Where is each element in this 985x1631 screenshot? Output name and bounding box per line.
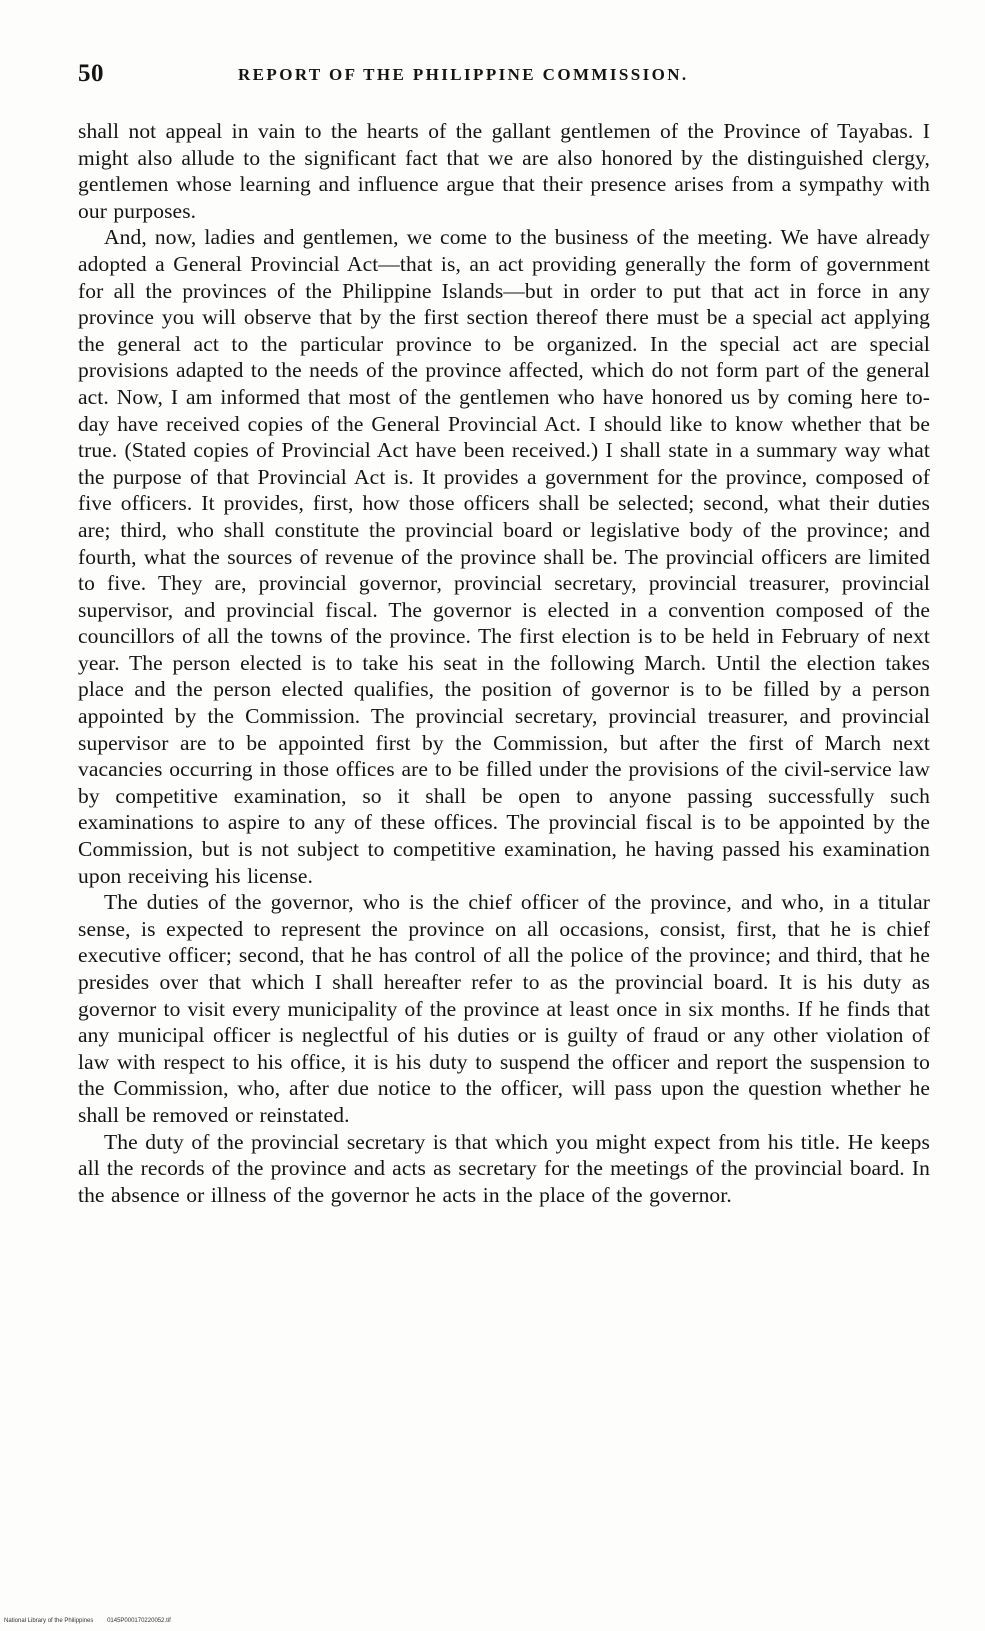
scan-footer xyxy=(4,1617,171,1625)
footer-library: National Library of the Philippines xyxy=(4,1618,94,1624)
paragraph-governor-duties: The duties of the governor, who is the chief officer of the province, and who, in a titular sense, is expected to represent the province on all occasions, consist, first, that he is chief executive officer; second, that he has control of all the police of the province; and third, that he presides over that which I shall hereafter refer to as the provincial board. It is his duty as governor to visit every municipality of the province at least once in six months. If he finds that any municipal officer is neglectful of his duties or is guilty of fraud or any other violation of law with respect to his office, it is his duty to suspend the officer and report the suspension to the Commission, who, after due notice to the officer, will pass upon the question whether he shall be removed or reinstated. xyxy=(78,890,930,1127)
body-text xyxy=(78,118,930,1208)
paragraph-continuation: shall not appeal in vain to the hearts of the gallant gentlemen of the Province of Tayabas. I might also allude to the significant fact that we are also honored by the distinguished clergy, gentlemen whose learning and influence argue that their presence arises from a sympathy with our purposes. xyxy=(78,119,930,223)
paragraph-secretary-duties: The duty of the provincial secretary is that which you might expect from his title. He keeps all the records of the province and acts as secretary for the meetings of the provincial board. In the absence or illness of the governor he acts in the place of the governor. xyxy=(78,1129,930,1207)
page-number: 50 xyxy=(78,60,104,87)
footer-identifier: 0145P000170220052.tif xyxy=(107,1618,171,1624)
running-head: REPORT OF THE PHILIPPINE COMMISSION. xyxy=(238,65,689,84)
page-header xyxy=(78,58,938,94)
paragraph-provincial-act: And, now, ladies and gentlemen, we come to the business of the meeting. We have already adopted a General Provincial Act—that is, an act providing generally the form of government for all the provinces of the Philippine Islands—but in order to put that act in force in any province you will observe that by the first section thereof there must be a special act applying the general act to the particular province to be organized. In the special act are special provisions adapted to the needs of the province affected, which do not form part of the general act. Now, I am informed that most of the gentlemen who have honored us by coming here to-day have received copies of the General Provincial Act. I should like to know whether that be true. (Stated copies of Provincial Act have been received.) I shall state in a summary way what the purpose of that Provincial Act is. It provides a government for the province, composed of five officers. It provides, first, how those officers shall be selected; second, what their duties are; third, who shall constitute the provincial board or legislative body of the province; and fourth, what the sources of revenue of the province shall be. The provincial officers are limited to five. They are, provincial governor, provincial secretary, provincial treasurer, provincial supervisor, and provincial fiscal. The governor is elected in a convention composed of the councillors of all the towns of the province. The first election is to be held in February of next year. The person elected is to take his seat in the following March. Until the election takes place and the person elected qualifies, the position of governor is to be filled by a person appointed by the Commission. The provincial secretary, provincial treasurer, and provincial supervisor are to be appointed first by the Commission, but after the first of March next vacancies occurring in those offices are to be filled under the provisions of the civil-service law by competitive examination, so it shall be open to anyone passing successfully such examinations to aspire to any of these offices. The provincial fiscal is to be appointed by the Commission, but is not subject to competitive examination, he having passed his examination upon receiving his license. xyxy=(78,225,930,888)
